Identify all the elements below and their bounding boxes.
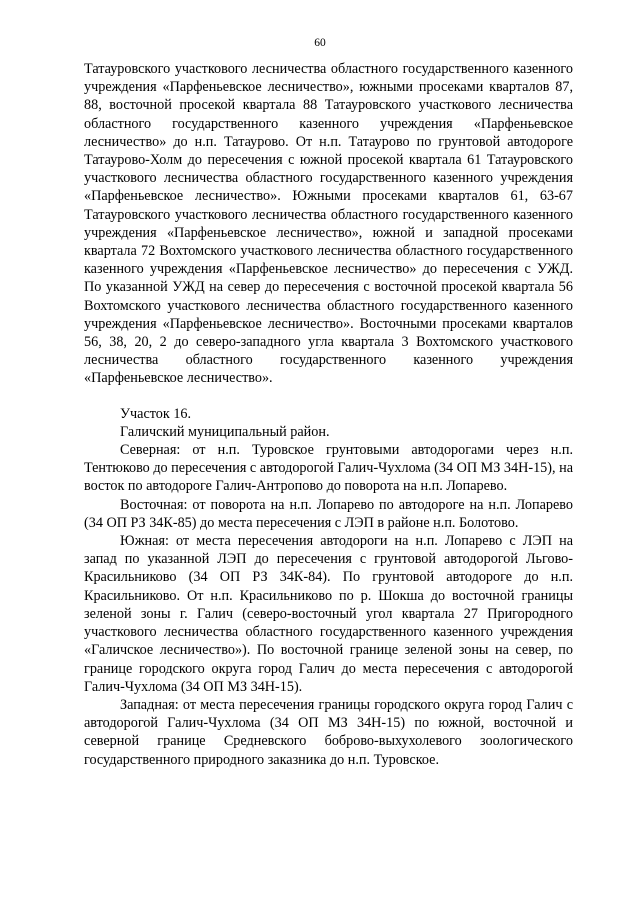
section-heading-plot-16: Участок 16. bbox=[120, 405, 192, 422]
paragraph-southern-boundary: Южная: от места пересечения автодороги на н.п. Лопарево с ЛЭП на запад по указанной ЛЭП до пересечения с грунтовой автодорогой Льгово-Красильниково (34 ОП РЗ 34К-84). По грунтовой автодороге до н.п. Красильниково. От н.п. Красильниково по р. Шокша до восточной границы зеленой зоны г. Галич (северо-восточный угол квартала 27 Пригородного участкового лесничества областного государственного казенного учреждения «Галичское лесничество»). По восточной границе зеленой зоны на север, по границе городского округа город Галич до места пересечения с автодорогой Галич-Чухлома (34 ОП МЗ 34Н-15). bbox=[84, 533, 573, 695]
paragraph-northern-boundary: Северная: от н.п. Туровское грунтовыми автодорогами через н.п. Тентюково до пересечения с автодорогой Галич-Чухлома (34 ОП МЗ 34Н-15), на восток по автодороге Галич-Антропово до поворота на н.п. Лопарево. bbox=[84, 442, 573, 495]
paragraph-western-boundary: Западная: от места пересечения границы городского округа город Галич с автодорогой Галич-Чухлома (34 ОП МЗ 34Н-15) по южной, восточной и северной границе Средневского боброво-выхухолевого зоологического государственного природного заказника до н.п. Туровское. bbox=[84, 696, 573, 768]
district-name: Галичский муниципальный район. bbox=[120, 423, 330, 440]
page-number: 60 bbox=[314, 37, 326, 49]
paragraph-eastern-boundary: Восточная: от поворота на н.п. Лопарево по автодороге на н.п. Лопарево (34 ОП РЗ 34К-85) до места пересечения с ЛЭП в районе н.п. Болотово. bbox=[84, 496, 573, 531]
document-body bbox=[84, 60, 573, 769]
paragraph-boundary-continuation: Татауровского участкового лесничества областного государственного казенного учреждения «Парфеньевское лесничество», южными просеками кварталов 87, 88, восточной просекой квартала 88 Татауровского участкового лесничества областного государственного казенного учреждения «Парфеньевское лесничество» до н.п. Татаурово. От н.п. Татаурово по грунтовой автодороге Татаурово-Холм до пересечения с южной просекой квартала 61 Татауровского участкового лесничества областного государственного казенного учреждения «Парфеньевское лесничество». Южными просеками кварталов 61, 63-67 Татауровского участкового лесничества областного государственного казенного учреждения «Парфеньевское лесничество», южной и западной просеками квартала 72 Вохтомского участкового лесничества областного государственного казенного учреждения «Парфеньевское лесничество» до пересечения с УЖД. По указанной УЖД на север до пересечения с восточной просекой квартала 56 Вохтомского участкового лесничества областного государственного казенного учреждения «Парфеньевское лесничество». Восточными просеками кварталов 56, 38, 20, 2 до северо-западного угла квартала 3 Вохтомского участкового лесничества областного государственного казенного учреждения «Парфеньевское лесничество». bbox=[84, 61, 573, 387]
